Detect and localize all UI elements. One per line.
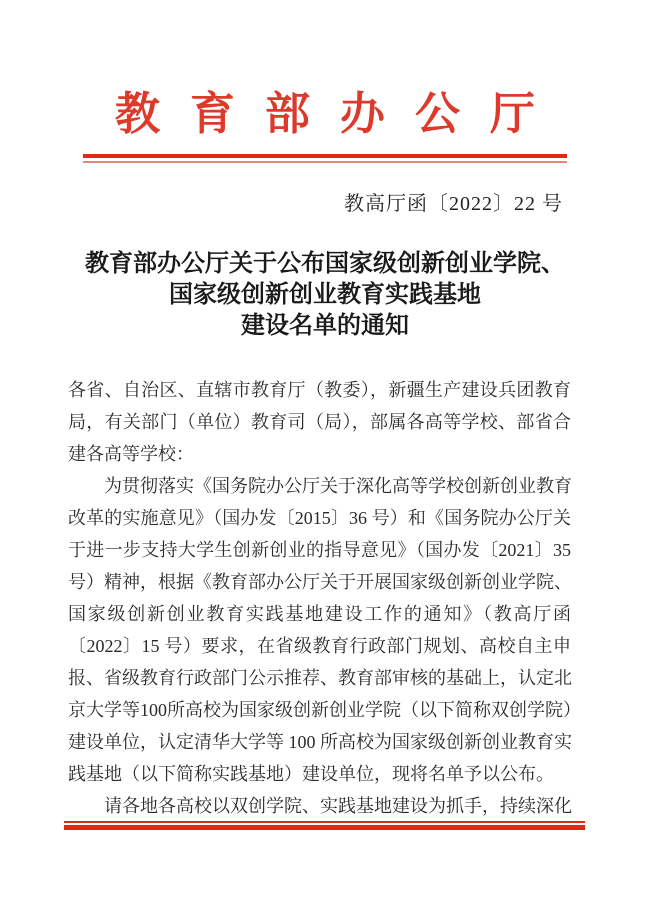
salutation-line: 各省、自治区、直辖市教育厅（教委），新疆生产建设兵团教育 — [68, 380, 571, 400]
paragraph-line: 建设单位，认定清华大学等 100 所高校为国家级创新创业教育实 — [68, 732, 572, 752]
title-line: 国家级创新创业教育实践基地 — [169, 282, 481, 308]
page-bottom-red-separator — [64, 821, 585, 830]
paragraph-line: 〔2022〕15 号）要求，在省级教育行政部门规划、高校自主申 — [68, 636, 571, 656]
paragraph-line: 于进一步支持大学生创新创业的指导意见》（国办发〔2021〕35 — [68, 540, 571, 560]
paragraph-line: 京大学等100所高校为国家级创新创业学院（以下简称双创学院） — [68, 700, 581, 720]
separator-thin-line — [83, 161, 567, 163]
document-title — [0, 249, 650, 342]
salutation-line: 局，有关部门（单位）教育司（局），部属各高等学校、部省合 — [68, 412, 571, 432]
document-body — [68, 374, 581, 822]
salutation-line: 建各高等学校： — [68, 444, 194, 464]
paragraph-line: 为贯彻落实《国务院办公厅关于深化高等学校创新创业教育 — [104, 476, 572, 496]
paragraph-line: 请各地各高校以双创学院、实践基地建设为抓手，持续深化 — [104, 796, 572, 816]
separator-thick-line — [64, 825, 585, 830]
title-line: 建设名单的通知 — [241, 313, 409, 339]
paragraph-line: 践基地（以下简称实践基地）建设单位，现将名单予以公布。 — [68, 764, 554, 784]
paragraph-line: 报、省级教育行政部门公示推荐、教育部审核的基础上，认定北 — [68, 668, 572, 688]
paragraph-line: 号）精神，根据《教育部办公厅关于开展国家级创新创业学院、 — [68, 572, 572, 592]
paragraph-line: 国家级创新创业教育实践基地建设工作的通知》（教高厅函 — [68, 604, 571, 624]
separator-thick-line — [83, 154, 567, 158]
title-line: 教育部办公厅关于公布国家级创新创业学院、 — [85, 251, 565, 277]
letterhead-red-separator — [83, 154, 567, 163]
letterhead-agency-name: 教育部办公厅 — [114, 89, 565, 139]
paragraph-line: 改革的实施意见》（国办发〔2015〕36 号）和《国务院办公厅关 — [68, 508, 571, 528]
separator-thin-line — [64, 821, 585, 823]
document-number: 教高厅函〔2022〕22 号 — [344, 193, 563, 215]
